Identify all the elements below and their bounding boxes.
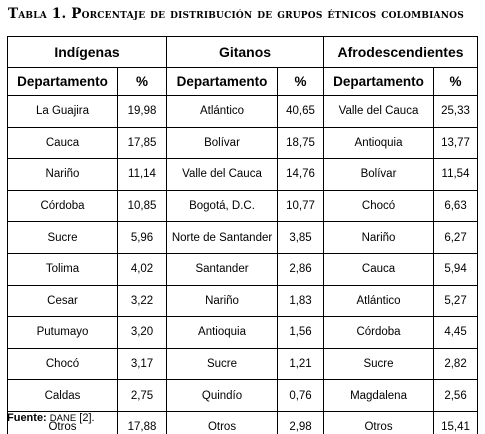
gitanos-department-cell: Otros	[167, 411, 278, 434]
indigenas-department-cell: Caldas	[8, 380, 118, 412]
afro-department-cell: Otros	[324, 411, 434, 434]
indigenas-percent-cell: 10,85	[118, 190, 167, 222]
indigenas-department-cell: Cauca	[8, 127, 118, 159]
afro-percent-cell: 25,33	[434, 96, 478, 128]
afro-department-cell: Atlántico	[324, 285, 434, 317]
column-header-department: Departamento	[324, 68, 434, 96]
indigenas-department-cell: Córdoba	[8, 190, 118, 222]
source-label: Fuente:	[7, 412, 47, 424]
indigenas-percent-cell: 3,17	[118, 348, 167, 380]
table-body	[8, 96, 478, 434]
afro-percent-cell: 6,63	[434, 190, 478, 222]
gitanos-percent-cell: 3,85	[278, 222, 324, 254]
gitanos-department-cell: Bolívar	[167, 127, 278, 159]
gitanos-department-cell: Bogotá, D.C.	[167, 190, 278, 222]
afro-percent-cell: 5,94	[434, 253, 478, 285]
afro-percent-cell: 2,56	[434, 380, 478, 412]
group-header-row	[8, 37, 478, 68]
group-header-indigenas: Indígenas	[8, 37, 167, 68]
afro-department-cell: Magdalena	[324, 380, 434, 412]
table-row	[8, 222, 478, 254]
indigenas-percent-cell: 19,98	[118, 96, 167, 128]
source-note	[7, 412, 95, 424]
gitanos-percent-cell: 1,56	[278, 317, 324, 349]
indigenas-department-cell: Tolima	[8, 253, 118, 285]
indigenas-department-cell: Nariño	[8, 159, 118, 191]
afro-percent-cell: 6,27	[434, 222, 478, 254]
indigenas-department-cell: Cesar	[8, 285, 118, 317]
indigenas-department-cell: Sucre	[8, 222, 118, 254]
table-row	[8, 317, 478, 349]
column-header-percent: %	[118, 68, 167, 96]
gitanos-department-cell: Santander	[167, 253, 278, 285]
gitanos-department-cell: Sucre	[167, 348, 278, 380]
indigenas-department-cell: La Guajira	[8, 96, 118, 128]
indigenas-percent-cell: 5,96	[118, 222, 167, 254]
afro-department-cell: Valle del Cauca	[324, 96, 434, 128]
ethnic-groups-table	[7, 36, 478, 434]
table-caption: Tabla 1. Porcentaje de distribución de grupos étnicos colombianos	[8, 6, 464, 22]
gitanos-department-cell: Norte de Santander	[167, 222, 278, 254]
gitanos-percent-cell: 40,65	[278, 96, 324, 128]
afro-percent-cell: 4,45	[434, 317, 478, 349]
afro-percent-cell: 15,41	[434, 411, 478, 434]
afro-department-cell: Antioquia	[324, 127, 434, 159]
indigenas-department-cell: Otros	[8, 411, 118, 434]
afro-department-cell: Sucre	[324, 348, 434, 380]
indigenas-percent-cell: 3,20	[118, 317, 167, 349]
gitanos-department-cell: Nariño	[167, 285, 278, 317]
afro-department-cell: Cauca	[324, 253, 434, 285]
gitanos-percent-cell: 1,83	[278, 285, 324, 317]
group-header-gitanos: Gitanos	[167, 37, 324, 68]
afro-percent-cell: 5,27	[434, 285, 478, 317]
column-header-percent: %	[278, 68, 324, 96]
afro-department-cell: Nariño	[324, 222, 434, 254]
gitanos-department-cell: Valle del Cauca	[167, 159, 278, 191]
table-row	[8, 380, 478, 412]
column-header-department: Departamento	[167, 68, 278, 96]
indigenas-percent-cell: 3,22	[118, 285, 167, 317]
indigenas-department-cell: Chocó	[8, 348, 118, 380]
table-row	[8, 96, 478, 128]
column-header-row	[8, 68, 478, 96]
column-header-percent: %	[434, 68, 478, 96]
afro-percent-cell: 2,82	[434, 348, 478, 380]
gitanos-department-cell: Antioquia	[167, 317, 278, 349]
afro-department-cell: Chocó	[324, 190, 434, 222]
afro-department-cell: Córdoba	[324, 317, 434, 349]
source-org: DANE	[49, 413, 77, 424]
column-header-department: Departamento	[8, 68, 118, 96]
gitanos-department-cell: Quindío	[167, 380, 278, 412]
indigenas-percent-cell: 4,02	[118, 253, 167, 285]
gitanos-percent-cell: 1,21	[278, 348, 324, 380]
group-header-afrodescendientes: Afrodescendientes	[324, 37, 478, 68]
table-row	[8, 190, 478, 222]
afro-department-cell: Bolívar	[324, 159, 434, 191]
indigenas-department-cell: Putumayo	[8, 317, 118, 349]
afro-percent-cell: 13,77	[434, 127, 478, 159]
table-row	[8, 253, 478, 285]
table-row	[8, 348, 478, 380]
gitanos-percent-cell: 0,76	[278, 380, 324, 412]
table-row	[8, 285, 478, 317]
gitanos-percent-cell: 2,86	[278, 253, 324, 285]
indigenas-percent-cell: 17,88	[118, 411, 167, 434]
indigenas-percent-cell: 2,75	[118, 380, 167, 412]
afro-percent-cell: 11,54	[434, 159, 478, 191]
gitanos-department-cell: Atlántico	[167, 96, 278, 128]
gitanos-percent-cell: 14,76	[278, 159, 324, 191]
indigenas-percent-cell: 17,85	[118, 127, 167, 159]
table-row	[8, 127, 478, 159]
source-reference: [2].	[79, 412, 95, 424]
gitanos-percent-cell: 2,98	[278, 411, 324, 434]
gitanos-percent-cell: 10,77	[278, 190, 324, 222]
table-row	[8, 159, 478, 191]
gitanos-percent-cell: 18,75	[278, 127, 324, 159]
indigenas-percent-cell: 11,14	[118, 159, 167, 191]
